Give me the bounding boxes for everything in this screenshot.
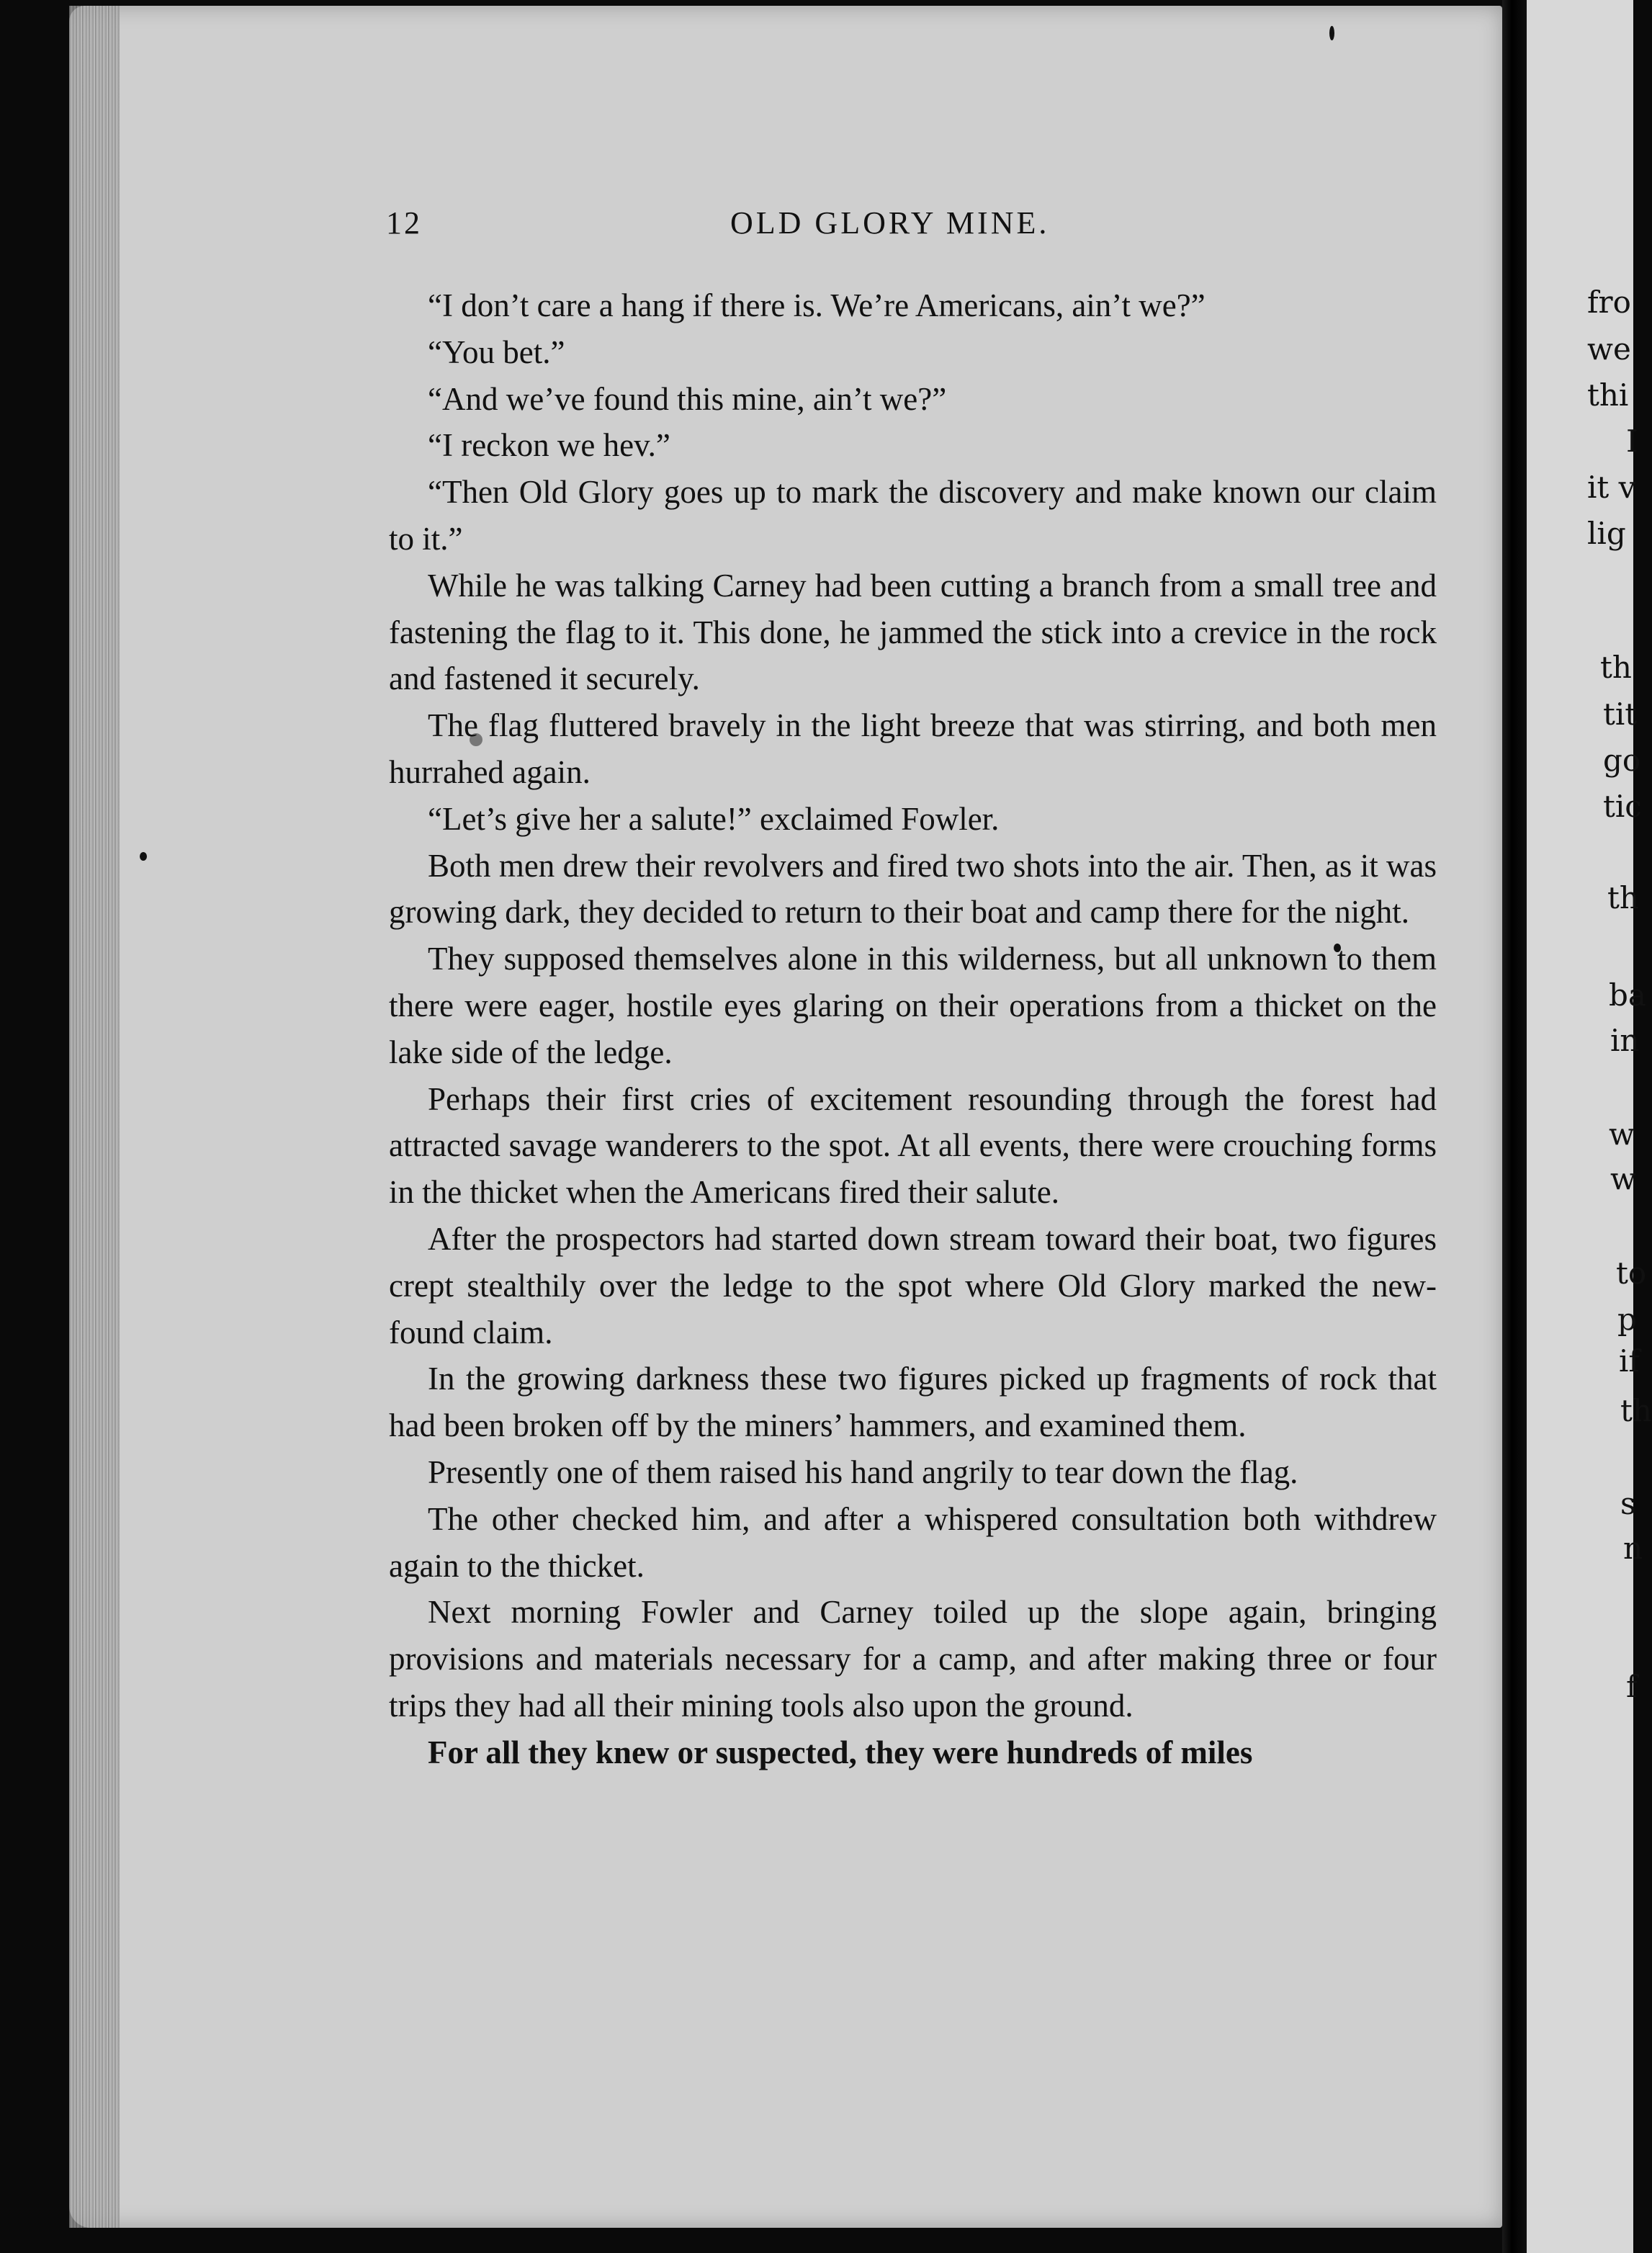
paragraph: “And we’ve found this mine, ain’t we?”	[428, 380, 947, 417]
facing-page-fragment: w	[1610, 1161, 1636, 1196]
paragraph: While he was talking Carney had been cutting a branch from a small tree and fastening the flag to it. This done, he jammed the stick into a crevice in the rock and fastened it securely.	[389, 567, 1437, 697]
facing-page-fragment: tic	[1603, 789, 1642, 824]
paragraph: “Then Old Glory goes up to mark the discovery and make known our claim to it.”	[389, 474, 1437, 557]
paragraph: “I don’t care a hang if there is. We’re Americans, ain’t we?”	[428, 287, 1206, 323]
paragraph: “I reckon we hev.”	[428, 427, 670, 464]
body-text	[389, 282, 1437, 1776]
paragraph: Perhaps their first cries of excitement resounding through the forest had attracted savage wanderers to the spot. At all events, there were crouching forms in the thicket when the Americans fired their salute.	[389, 1080, 1437, 1211]
ink-spot	[1329, 26, 1334, 40]
facing-page-fragment: thi	[1587, 377, 1629, 413]
facing-page-fragment: tit	[1603, 696, 1638, 732]
paragraph: They supposed themselves alone in this wilderness, but all unknown to them there were eager, hostile eyes glaring on their operations from a thicket on the lake side of the ledge.	[389, 941, 1437, 1070]
facing-page-fragment: if	[1619, 1343, 1640, 1379]
facing-page-fragment: th	[1620, 1393, 1652, 1428]
facing-page-fragment: I	[1626, 424, 1638, 459]
facing-page-fragment: ba	[1609, 977, 1646, 1013]
paragraph: “Let’s give her a salute!” exclaimed Fowler.	[428, 800, 1000, 837]
facing-page-fragment: th	[1607, 880, 1639, 915]
facing-page-fragment: th	[1600, 650, 1632, 685]
paragraph: For all they knew or suspected, they were hundreds of miles	[428, 1734, 1253, 1770]
paragraph: Next morning Fowler and Carney toiled up the slope again, bringing provisions and materials necessary for a camp, and after making three or four trips they had all their mining tools also upon the ground.	[389, 1594, 1437, 1724]
facing-page-fragment: f	[1626, 1669, 1638, 1704]
paragraph: Presently one of them raised his hand angrily to tear down the flag.	[428, 1454, 1298, 1490]
facing-page-fragment: we	[1587, 331, 1631, 367]
paragraph: “You bet.”	[428, 333, 565, 370]
facing-page-fragment: fro	[1587, 285, 1631, 320]
paragraph: After the prospectors had started down stream toward their boat, two figures crept stealthily over the ledge to the spot where Old Glory marked the new-found claim.	[389, 1220, 1437, 1351]
facing-page-fragment: go	[1603, 743, 1641, 778]
facing-page-fragment: in	[1610, 1023, 1640, 1058]
facing-page-fragment: p	[1617, 1302, 1637, 1337]
paragraph: Both men drew their revolvers and fired two shots into the air. Then, as it was growing dark, they decided to return to their boat and camp there for the night.	[389, 847, 1437, 931]
running-head: OLD GLORY MINE.	[730, 205, 1050, 241]
paragraph: In the growing darkness these two figures picked up fragments of rock that had been broken off by the miners’ hammers, and examined them.	[389, 1361, 1437, 1444]
facing-page	[1527, 0, 1652, 2253]
paragraph: The flag fluttered bravely in the light breeze that was stirring, and both men hurrahed again.	[389, 707, 1437, 790]
facing-page-fragment: it v	[1587, 470, 1636, 505]
ink-spot	[140, 852, 147, 861]
page-number: 12	[386, 205, 422, 241]
facing-page-fragment: n	[1623, 1531, 1643, 1566]
facing-page-fragment: w	[1609, 1116, 1635, 1152]
book-gutter	[1502, 0, 1527, 2253]
facing-page-fragment: lig	[1587, 516, 1626, 551]
paragraph: The other checked him, and after a whispered consultation both withdrew again to the thicket.	[389, 1500, 1437, 1584]
facing-page-fragment: to	[1616, 1255, 1647, 1291]
page-header	[386, 205, 1437, 252]
facing-page-fragment: s	[1620, 1486, 1636, 1521]
